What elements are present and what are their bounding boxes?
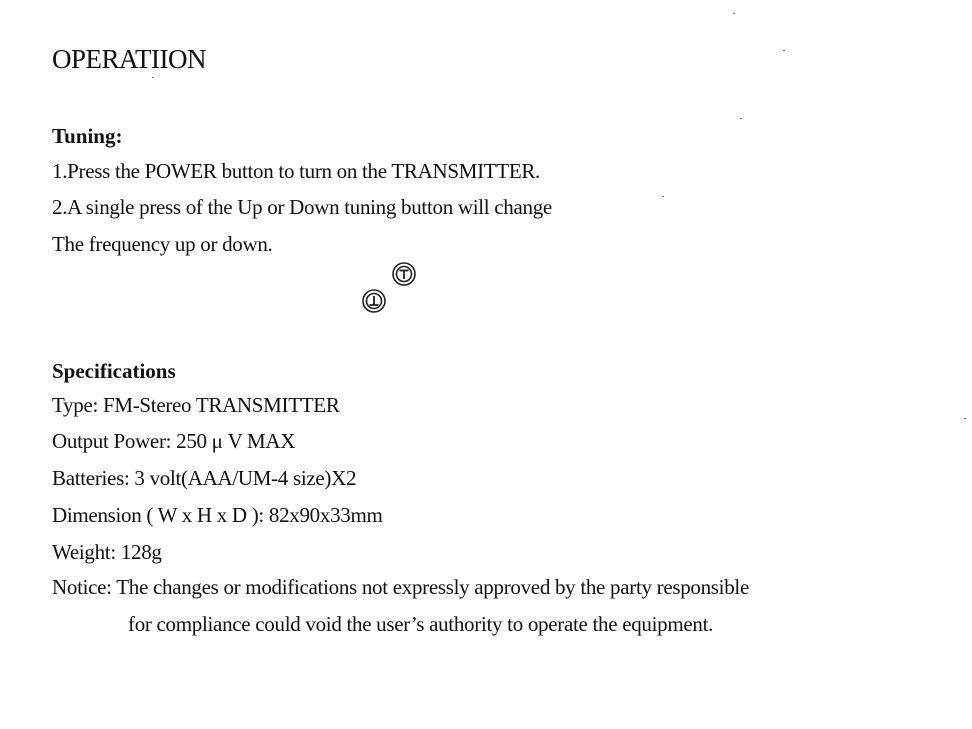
scan-speck — [740, 118, 742, 119]
spec-notice: Notice: The changes or modifications not expressly approved by the party responsible — [52, 575, 749, 599]
specifications-heading: Specifications — [52, 359, 176, 383]
spec-type: Type: FM-Stereo TRANSMITTER — [52, 393, 340, 417]
tuning-step-2: 2.A single press of the Up or Down tuning button will change — [52, 195, 552, 219]
scan-speck — [152, 77, 154, 78]
scan-speck — [662, 196, 664, 197]
tuning-step-2-continued: The frequency up or down. — [52, 232, 273, 256]
spec-output-power: Output Power: 250 μ V MAX — [52, 429, 296, 453]
scan-speck — [783, 50, 785, 51]
scan-speck — [964, 418, 966, 419]
up-tuning-button-icon — [393, 263, 415, 285]
spec-batteries: Batteries: 3 volt(AAA/UM-4 size)X2 — [52, 466, 357, 490]
tuning-heading: Tuning: — [52, 124, 123, 148]
tuning-buttons-illustration — [355, 258, 425, 324]
spec-dimension: Dimension ( W x H x D ): 82x90x33mm — [52, 503, 383, 527]
page-title: OPERATIION — [52, 44, 206, 74]
spec-weight: Weight: 128g — [52, 540, 162, 564]
down-tuning-button-icon — [363, 290, 385, 312]
scan-speck — [733, 13, 735, 14]
spec-notice-continued: for compliance could void the user’s authority to operate the equipment. — [128, 612, 714, 636]
tuning-step-1: 1.Press the POWER button to turn on the TRANSMITTER. — [52, 159, 541, 183]
